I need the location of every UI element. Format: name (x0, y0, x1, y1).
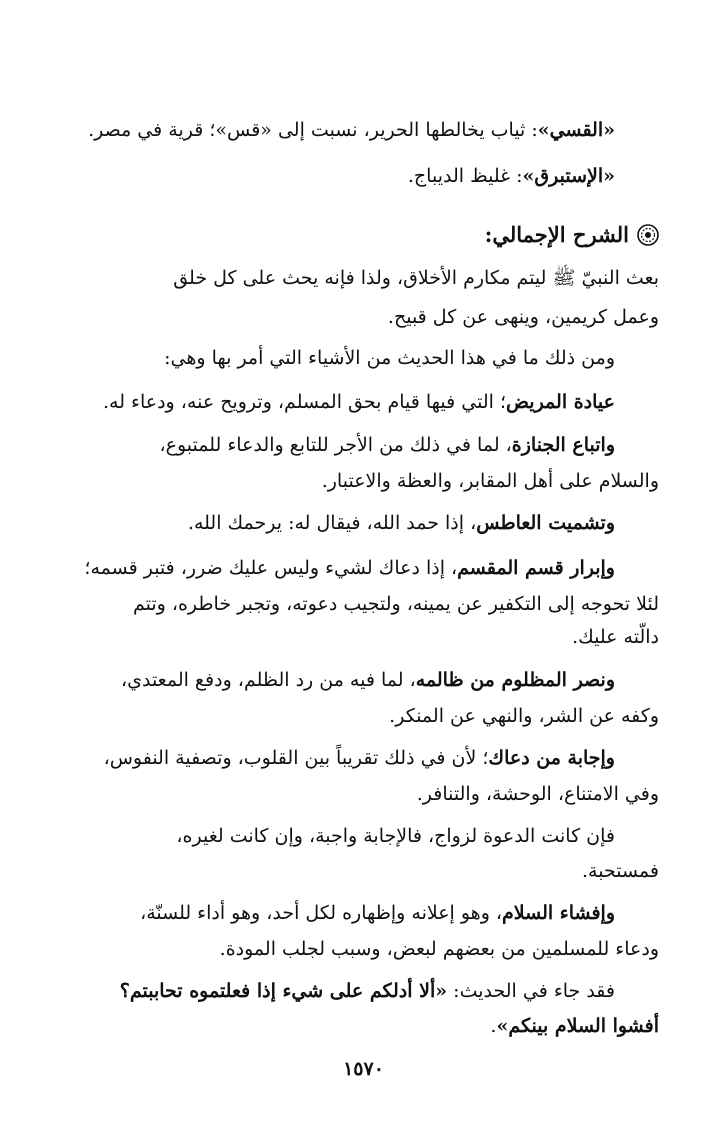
item-oath-line-1 (84, 555, 615, 581)
hadith-quote: أفشوا السلام بينكم» (496, 1015, 659, 1037)
item-title: وإفشاء السلام (502, 902, 615, 924)
hadith-quote: «ألا أدلكم على شيء إذا فعلتموه تحاببتم؟ (119, 980, 448, 1002)
hadith-line-1 (120, 978, 615, 1004)
item-oath-line-2: لئلا تحوجه إلى التكفير عن يمينه، ولتجيب دعوته، وتجبر خاطره، وتتم (132, 593, 659, 615)
item-title: وتشميت العاطس (476, 512, 615, 534)
section-heading-text: الشرح الإجمالي: (484, 222, 629, 247)
item-funeral-line-1 (160, 432, 615, 458)
item-title: ونصر المظلوم من ظالمه (415, 669, 615, 691)
item-title: عيادة المريض (506, 391, 615, 413)
hadith-line-2 (490, 1013, 659, 1039)
intro-line-1: بعث النبيّ ﷺ ليتم مكارم الأخلاق، ولذا فإنه يحث على كل خلق (173, 267, 659, 289)
item-oppressed-line-2: وكفه عن الشر، والنهي عن المنكر. (389, 705, 659, 727)
intro-line-2: وعمل كريمين، وينهى عن كل قبيح. (387, 306, 659, 328)
glossary-definition: : غليظ الديباج. (407, 165, 523, 187)
item-funeral-line-2: والسلام على أهل المقابر، والعظة والاعتبار. (321, 470, 659, 492)
page-number: ١٥٧٠ (343, 1058, 384, 1080)
glossary-definition: : ثياب يخالطها الحرير، نسبت إلى «قس»؛ قرية في مصر. (88, 119, 538, 141)
item-sneezer (188, 510, 615, 536)
item-text: ، لما في ذلك من الأجر للتابع والدعاء للمتبوع، (159, 434, 512, 456)
item-oath-line-3: دالّته عليك. (572, 626, 659, 648)
wedding-line-2: فمستحبة. (582, 860, 659, 882)
wedding-line-1: فإن كانت الدعوة لزواج، فالإجابة واجبة، وإن كانت لغيره، (176, 825, 615, 847)
item-text: ، لما فيه من رد الظلم، ودفع المعتدي، (120, 669, 416, 691)
item-title: وإبرار قسم المقسم (457, 557, 615, 579)
item-invitation-line-1 (104, 745, 615, 771)
item-text: ؛ التي فيها قيام بحق المسلم، وترويح عنه، ودعاء له. (102, 391, 506, 413)
item-oppressed-line-1 (121, 667, 615, 693)
item-text: ، وهو إعلانه وإظهاره لكل أحد، وهو أداء للسنّة، (140, 902, 503, 924)
item-title: وإجابة من دعاك (488, 747, 615, 769)
glossary-term: «الإستبرق» (522, 165, 615, 187)
item-visiting-sick (103, 389, 615, 415)
section-heading (485, 222, 659, 247)
item-salam-line-1 (140, 900, 615, 926)
item-text: ، إذا حمد الله، فيقال له: يرحمك الله. (187, 512, 477, 534)
glossary-term: «القسي» (537, 119, 615, 141)
hadith-end: . (490, 1015, 497, 1037)
glossary-qassi (88, 117, 615, 143)
item-salam-line-2: ودعاء للمسلمين من بعضهم لبعض، وسبب لجلب المودة. (219, 938, 659, 960)
item-invitation-line-2: وفي الامتناع، الوحشة، والتنافر. (416, 783, 659, 805)
flower-ornament-icon (637, 224, 659, 246)
item-text: ؛ لأن في ذلك تقريباً بين القلوب، وتصفية النفوس، (103, 747, 489, 769)
item-text: ، إذا دعاك لشيء وليس عليك ضرر، فتبر قسمه؛ (84, 557, 458, 579)
hadith-intro: فقد جاء في الحديث: (447, 980, 615, 1002)
glossary-istabraq (408, 163, 615, 189)
lead-sentence: ومن ذلك ما في هذا الحديث من الأشياء التي أمر بها وهي: (164, 347, 615, 369)
item-title: واتباع الجنازة (511, 434, 615, 456)
